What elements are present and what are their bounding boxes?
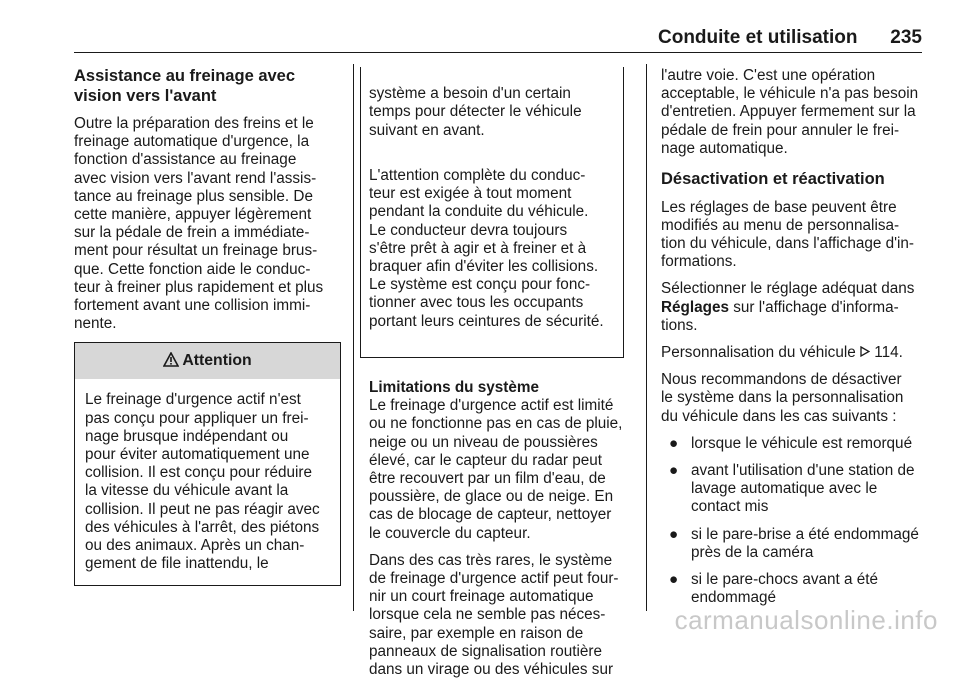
- bullet-icon: ●: [669, 570, 679, 588]
- page-number: 235: [890, 27, 922, 48]
- warning-triangle-icon: [163, 352, 179, 370]
- bullet-icon: ●: [669, 434, 679, 452]
- list-item: ● avant l'utilisation d'une station de lavage automatique avec le contact mis: [669, 461, 915, 516]
- warning-continued-text: système a besoin d'un certain temps pour détecter le véhicule suivant en avant.: [369, 85, 582, 139]
- bullet-icon: ●: [669, 525, 679, 543]
- warning-title: Attention: [182, 352, 252, 370]
- recommendation-paragraph: Nous recommandons de désactiver le système dans la personnalisation du véhicule dans les cas suivants :: [661, 371, 904, 425]
- warning-header: [75, 342, 340, 379]
- limitations-paragraph: Le freinage d'urgence actif est limité ou ne fonctionne pas en cas de pluie, neige ou un niveau de poussières élevé, car le capteur du radar peut être recouvert par un film d'eau, de poussière, de glace ou de neige. En cas de blocage de capteur, nettoyer le couvercle du capteur.: [369, 397, 623, 542]
- personalisation-reference: Personnalisation du véhicule 114.: [661, 343, 903, 361]
- limitations-heading: Limitations du système: [369, 379, 540, 397]
- watermark: carmanualsonline.info: [674, 605, 938, 635]
- column-middle: [369, 67, 631, 688]
- column-right: [661, 67, 925, 616]
- list-item: ● si le pare-brise a été endommagé près de la caméra: [669, 525, 919, 561]
- intro-paragraph: Outre la préparation des freins et le freinage automatique d'urgence, la fonction d'assistance au freinage avec vision vers l'avant rend l'assis- tance au freinage plus sensible. De cette manière, appuyer légèrement sur la pédale de frein a immédiate- ment pour résultat un freinage brus- que. Cette fonction aide le conduc- teur à freiner plus rapidement et plus fortement avant une collision immi- nente.: [74, 115, 324, 333]
- warning-box-continued: [360, 67, 624, 358]
- page-header: [74, 24, 922, 53]
- warning-attention-text: L'attention complète du conduc- teur est exigée à tout moment pendant la conduite du véhicule. Le conducteur devra toujours s'être prêt à agir et à freiner et à braquer afin d'éviter les collisions. Le système est conçu pour fonc- tionner avec tous les occupants portant leurs ceintures de sécurité.: [369, 167, 604, 330]
- settings-menu-label: Réglages: [661, 298, 730, 316]
- list-item: ● si le pare-chocs avant a été endommagé: [669, 570, 879, 607]
- select-setting-paragraph: Sélectionner le réglage adéquat dans Réglages sur l'affichage d'informa- tions.: [661, 280, 915, 334]
- list-item: ● lorsque le véhicule est remorqué: [669, 434, 913, 452]
- column-divider: [353, 64, 354, 611]
- warning-box: [74, 342, 341, 586]
- warning-text: Le freinage d'urgence actif n'est pas conçu pour appliquer un frei- nage brusque indépendant ou pour éviter automatiquement une collision. Il est conçu pour réduire la vitesse du véhicule avant la collision. Il peut ne pas réagir avec des véhicules à l'arrêt, des piétons ou des animaux. Après un chan- gement de file inattendu, le: [85, 391, 320, 573]
- section-title: Conduite et utilisation: [658, 27, 858, 48]
- rare-cases-paragraph: Dans des cas très rares, le système de freinage d'urgence actif peut four- nir un court freinage automatique lorsque cela ne semble pas néces- saire, par exemple en raison de panneaux de signalisation routière dans un virage ou des véhicules sur: [369, 551, 619, 679]
- deactivation-heading: Désactivation et réactivation: [661, 170, 885, 189]
- deactivation-cases-list: [661, 435, 925, 608]
- column-divider: [646, 64, 647, 611]
- section-heading: Assistance au freinage avec vision vers l'avant: [74, 67, 296, 105]
- column-left: [74, 67, 339, 586]
- settings-paragraph: Les réglages de base peuvent être modifiés au menu de personnalisa- tion du véhicule, dans l'affichage d'in- formations.: [661, 198, 915, 271]
- page-reference-icon: [860, 344, 870, 361]
- bullet-icon: ●: [669, 461, 679, 479]
- continued-paragraph: l'autre voie. C'est une opération acceptable, le véhicule n'a pas besoin d'entretien. Appuyer fermement sur la pédale de frein pour annuler le frei- nage automatique.: [661, 67, 919, 157]
